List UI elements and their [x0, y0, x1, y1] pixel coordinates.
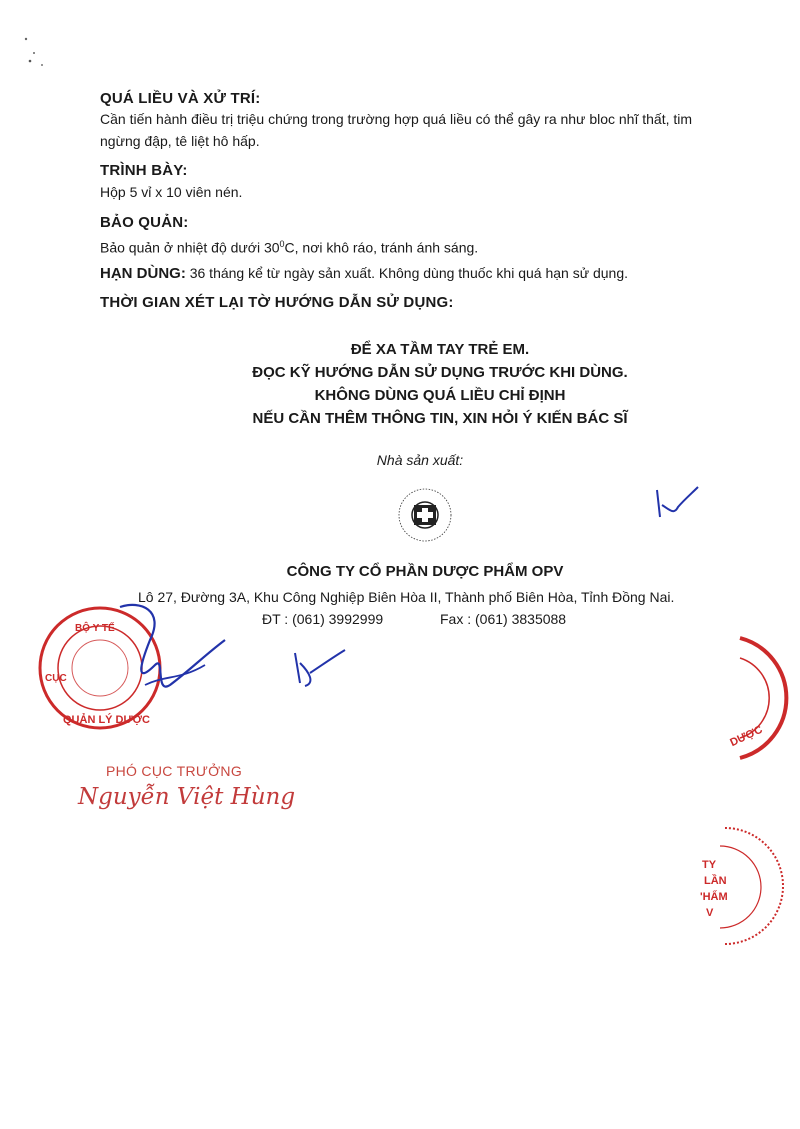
expiry-heading: HẠN DÙNG: [100, 265, 186, 282]
review-heading: THỜI GIAN XÉT LẠI TỜ HƯỚNG DẪN SỬ DỤNG: [100, 294, 454, 311]
company-fax: Fax : (061) 3835088 [440, 611, 567, 627]
initials-mark-1 [290, 648, 350, 693]
scan-specks [20, 35, 50, 75]
presentation-heading: TRÌNH BÀY: [100, 162, 188, 179]
warning-1: ĐỂ XA TẦM TAY TRẺ EM. [350, 341, 530, 358]
company-address: Lô 27, Đường 3A, Khu Công Nghiệp Biên Hòa II, Thành phố Biên Hòa, Tỉnh Đồng Nai. [138, 589, 675, 605]
signature-ink [110, 595, 240, 715]
overdose-line-1: Cần tiến hành điều trị triệu chứng trong trường hợp quá liều có thể gây ra như bloc nhĩ thất, tim [100, 111, 693, 127]
warning-2: ĐỌC KỸ HƯỚNG DẪN SỬ DỤNG TRƯỚC KHI DÙNG. [252, 364, 628, 381]
warning-4: NẾU CẦN THÊM THÔNG TIN, XIN HỎI Ý KIẾN BÁC SĨ [252, 410, 628, 427]
overdose-line-2: ngừng đập, tê liệt hô hấp. [100, 133, 260, 149]
storage-text-a: Bảo quản ở nhiệt độ dưới 30 [100, 239, 280, 256]
deputy-title: PHÓ CỤC TRƯỞNG [106, 763, 243, 779]
expiry-line [100, 262, 740, 285]
presentation-text: Hộp 5 vỉ x 10 viên nén. [100, 184, 243, 200]
initials-mark-2 [652, 485, 702, 520]
company-name: CÔNG TY CỔ PHẦN DƯỢC PHẨM OPV [286, 563, 564, 580]
expiry-text: 36 tháng kể từ ngày sản xuất. Không dùng thuốc khi quá hạn sử dụng. [185, 265, 629, 281]
seal-br-line-2: LẦN [704, 875, 727, 887]
warning-3: KHÔNG DÙNG QUÁ LIỀU CHỈ ĐỊNH [314, 387, 566, 404]
storage-text-b: C, nơi khô ráo, tránh ánh sáng. [284, 239, 479, 256]
seal-br-line-3: 'HẨM [700, 891, 728, 903]
seal-right-partial [700, 630, 800, 770]
seal-left-side-text: CỤC [45, 673, 67, 684]
seal-right-text: DƯỢC [728, 723, 765, 750]
storage-degree: 0 [279, 239, 285, 249]
seal-br-line-4: V [706, 907, 714, 919]
storage-heading: BẢO QUẢN: [100, 214, 189, 231]
seal-br-line-1: TY [702, 859, 717, 871]
manufacturer-label: Nhà sản xuất: [376, 452, 464, 468]
seal-left-bottom-text: QUẢN LÝ DƯỢC [63, 714, 150, 726]
company-phone: ĐT : (061) 3992999 [262, 611, 384, 627]
company-logo-icon [395, 485, 455, 545]
overdose-text [100, 108, 740, 152]
overdose-heading: QUÁ LIỀU VÀ XỬ TRÍ: [100, 90, 261, 107]
seal-left-top-text: BỘ Y TẾ [75, 623, 115, 634]
deputy-signature-name: Nguyễn Việt Hùng [78, 784, 296, 810]
storage-text [100, 233, 740, 259]
seal-bottom-right [690, 818, 800, 958]
